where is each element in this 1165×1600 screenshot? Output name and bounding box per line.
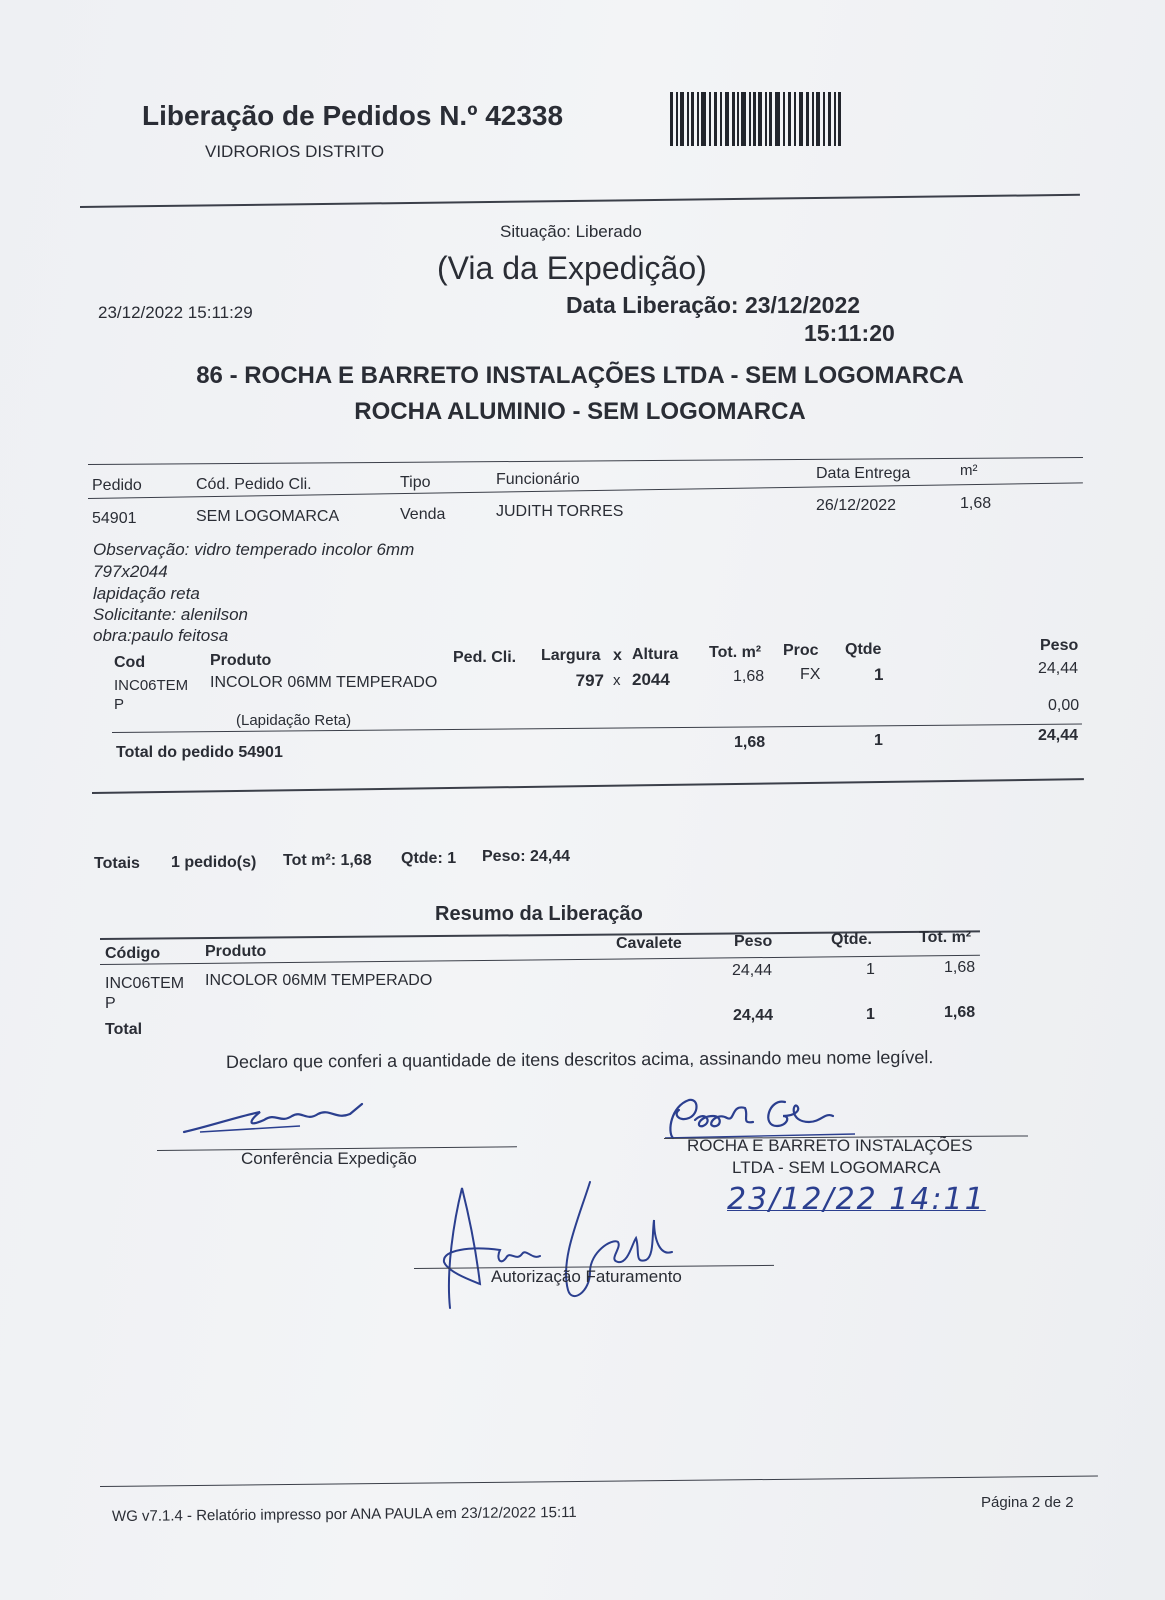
summary-col-header-codigo: Código	[105, 945, 161, 962]
footer-divider	[100, 1476, 1098, 1487]
barcode	[670, 92, 850, 146]
item-tot-m2: 1,68	[733, 668, 765, 685]
order-table-top-rule	[88, 457, 1083, 465]
client-order-code: SEM LOGOMARCA	[196, 508, 340, 525]
totals-qtde: Qtde: 1	[401, 850, 457, 867]
declaration-statement: Declaro que conferi a quantidade de itens descritos acima, assinando meu nome legível.	[225, 1047, 934, 1072]
totals-weight: Peso: 24,44	[482, 848, 571, 865]
summary-col-header-cavalete: Cavalete	[616, 935, 682, 952]
release-date: Data Liberação: 23/12/2022	[566, 292, 861, 318]
item-peso: 24,44	[1038, 660, 1079, 677]
summary-col-header-peso: Peso	[734, 933, 773, 950]
summary-product: INCOLOR 06MM TEMPERADO	[205, 972, 433, 989]
observation-line: Solicitante: alenilson	[93, 605, 248, 624]
item-col-header-altura: Altura	[632, 646, 679, 663]
employee-name: JUDITH TORRES	[496, 503, 624, 520]
document-title: Liberação de Pedidos N.º 42338	[142, 100, 564, 131]
conferencia-label: Conferência Expedição	[241, 1149, 417, 1168]
autorizacao-signature	[440, 1180, 680, 1315]
order-total-label: Total do pedido 54901	[116, 744, 283, 761]
client-signature-name-line1: ROCHA E BARRETO INSTALAÇÕES	[687, 1136, 973, 1155]
order-type: Venda	[400, 506, 446, 523]
order-total-peso: 24,44	[1038, 727, 1079, 744]
item-qtde: 1	[874, 665, 884, 684]
order-total-qtde: 1	[874, 732, 883, 749]
totals-m2: Tot m²: 1,68	[283, 852, 372, 869]
item-col-header-cod: Cod	[114, 654, 146, 671]
item-col-header-largura: Largura	[541, 647, 601, 664]
observation-line: obra:paulo feitosa	[93, 626, 229, 645]
autorizacao-label: Autorização Faturamento	[491, 1267, 682, 1286]
col-header-pedido: Pedido	[92, 477, 142, 494]
order-section-divider	[92, 778, 1084, 794]
client-name: 86 - ROCHA E BARRETO INSTALAÇÕES LTDA - SEM LOGOMARCA	[196, 362, 964, 389]
client-trade-name: ROCHA ALUMINIO - SEM LOGOMARCA	[354, 398, 806, 425]
observation-line: Observação: vidro temperado incolor 6mm	[93, 540, 415, 559]
summary-total-m2: 1,68	[944, 1004, 976, 1021]
delivery-date: 26/12/2022	[816, 497, 897, 514]
summary-col-header-produto: Produto	[205, 943, 267, 960]
item-col-header-ped-cli: Ped. Cli.	[453, 649, 517, 666]
summary-total-weight: 24,44	[733, 1007, 774, 1024]
summary-qtde: 1	[866, 961, 875, 978]
company-name: VIDRORIOS DISTRITO	[205, 142, 385, 161]
totals-label: Totais	[94, 855, 140, 872]
col-header-funcionario: Funcionário	[496, 471, 580, 488]
item-product: INCOLOR 06MM TEMPERADO	[210, 674, 438, 691]
summary-col-header-qtde: Qtde.	[831, 931, 872, 948]
page-number: Página 2 de 2	[981, 1494, 1074, 1511]
item-height: 2044	[632, 670, 670, 689]
summary-col-header-tot-m2: Tot. m²	[919, 929, 972, 946]
item-code: INC06TEM	[114, 677, 189, 694]
situation-status: Situação: Liberado	[500, 222, 642, 241]
col-header-cod-pedido-cli: Cód. Pedido Cli.	[196, 476, 312, 493]
item-col-header-proc: Proc	[783, 642, 819, 659]
header-divider	[80, 194, 1080, 208]
summary-total-qtde: 1	[866, 1006, 875, 1023]
order-number: 54901	[92, 510, 137, 527]
report-info: WG v7.1.4 - Relatório impresso por ANA PAULA em 23/12/2022 15:11	[111, 1503, 577, 1525]
item-process-description: (Lapidação Reta)	[236, 712, 352, 729]
col-header-data-entrega: Data Entrega	[816, 465, 911, 482]
observation-line: lapidação reta	[93, 584, 200, 603]
item-col-header-produto: Produto	[210, 652, 272, 669]
totals-order-count: 1 pedido(s)	[171, 854, 257, 871]
item-col-header-x: x	[613, 647, 622, 664]
handwritten-date: 23/12/22 14:11	[727, 1182, 986, 1217]
summary-code: INC06TEM	[105, 975, 185, 992]
item-col-header-peso: Peso	[1040, 637, 1079, 654]
item-col-header-tot-m2: Tot. m²	[709, 644, 762, 661]
print-datetime: 23/12/2022 15:11:29	[98, 303, 253, 322]
observation-line: 797x2044	[93, 562, 168, 581]
item-proc: FX	[800, 666, 821, 683]
col-header-tipo: Tipo	[400, 474, 431, 491]
summary-weight: 24,44	[732, 962, 773, 979]
item-dimension-separator: x	[613, 672, 621, 689]
item-process-weight: 0,00	[1048, 697, 1080, 714]
item-code-continued: P	[114, 696, 125, 713]
order-m2: 1,68	[960, 495, 992, 512]
summary-title: Resumo da Liberação	[435, 903, 643, 925]
item-col-header-qtde: Qtde	[845, 641, 882, 658]
release-time: 15:11:20	[804, 320, 895, 346]
item-width: 797	[575, 671, 604, 690]
summary-code-continued: P	[105, 995, 116, 1012]
order-total-m2: 1,68	[734, 734, 766, 751]
col-header-m2: m²	[960, 462, 978, 479]
via-label: (Via da Expedição)	[437, 250, 707, 286]
summary-total-label: Total	[105, 1021, 143, 1038]
client-signature-name-line2: LTDA - SEM LOGOMARCA	[732, 1158, 941, 1177]
summary-m2: 1,68	[944, 959, 976, 976]
conferencia-signature	[180, 1098, 380, 1138]
